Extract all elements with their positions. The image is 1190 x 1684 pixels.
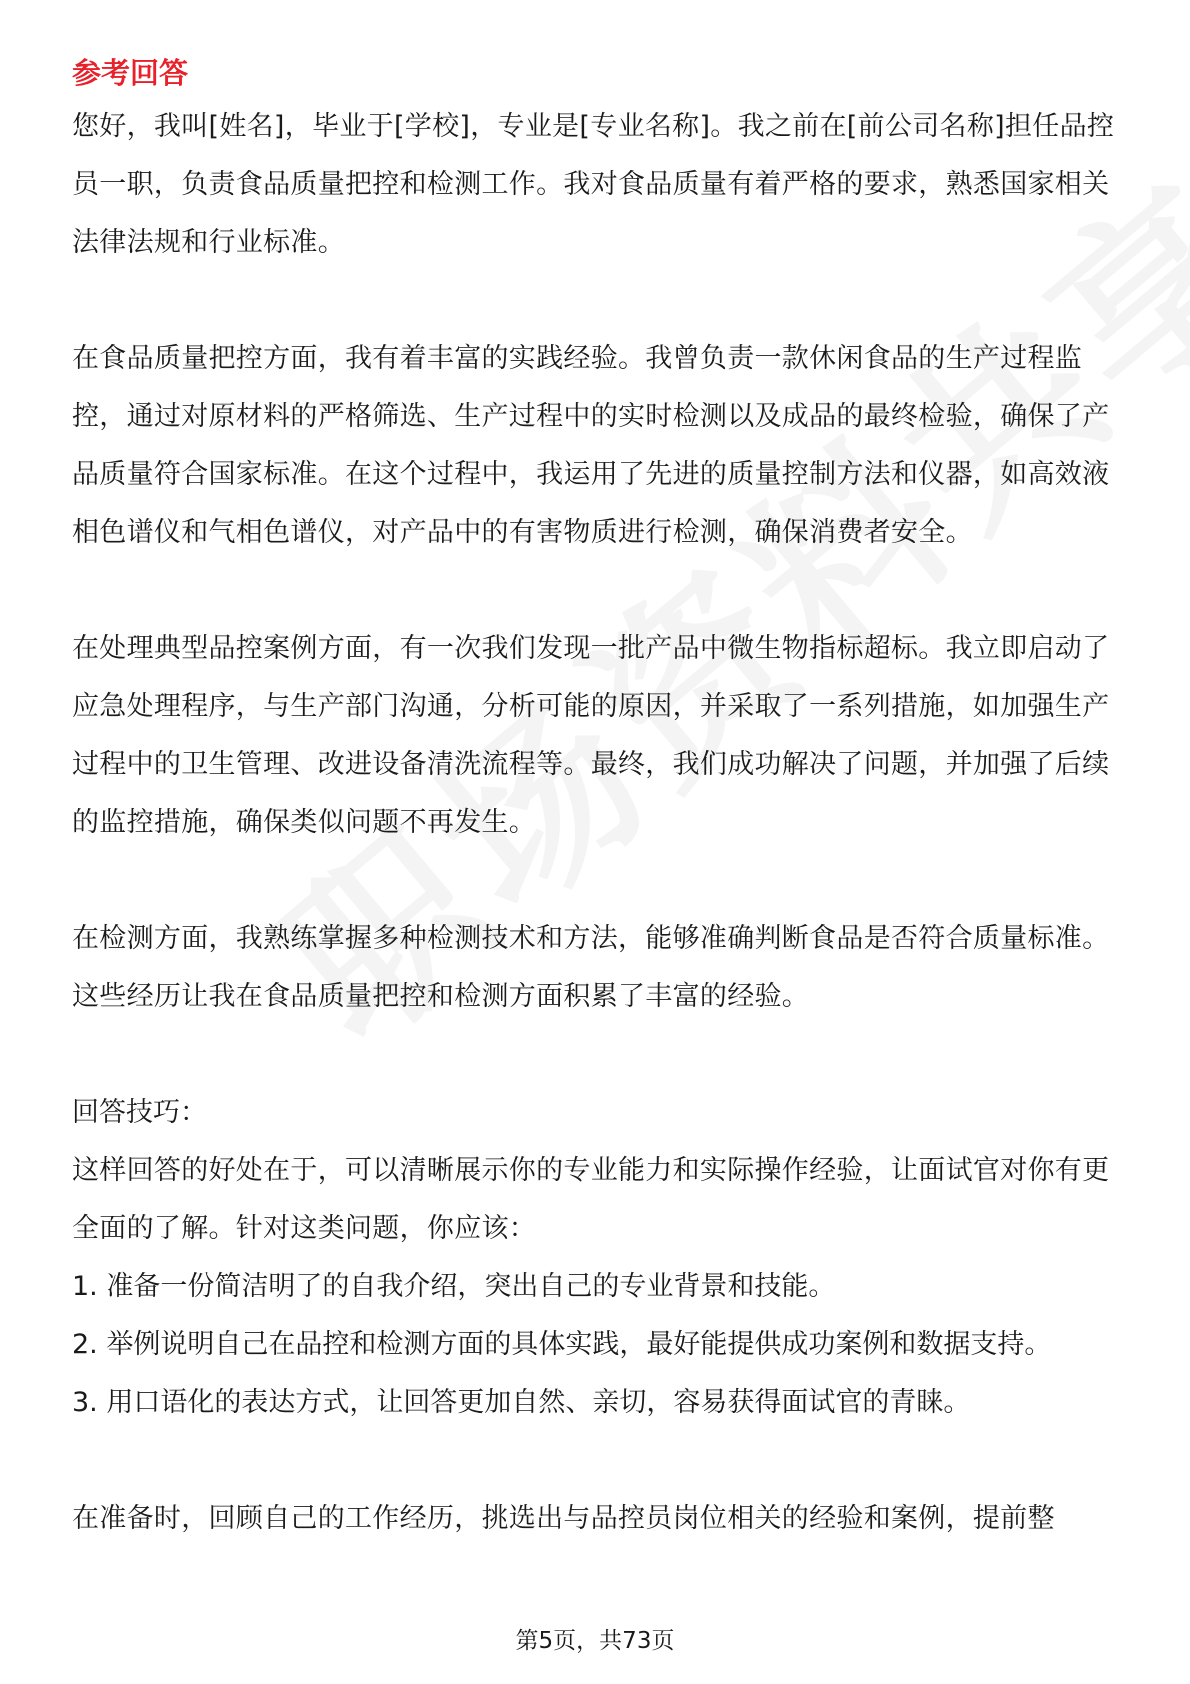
- spacer: [72, 562, 1122, 620]
- paragraph-closing: 在准备时，回顾自己的工作经历，挑选出与品控员岗位相关的经验和案例，提前整: [72, 1503, 1055, 1534]
- page-content: [72, 48, 1122, 1548]
- page-number: 第5页，共73页: [515, 1628, 675, 1654]
- tips-label: 回答技巧：: [72, 1097, 207, 1128]
- paragraph-intro: 您好，我叫[姓名]，毕业于[学校]，专业是[专业名称]。我之前在[前公司名称]担任品控员一职，负责食品质量把控和检测工作。我对食品质量有着严格的要求，熟悉国家相关法律法规和行业标准。: [72, 111, 1115, 258]
- spacer: [72, 1026, 1122, 1084]
- paragraph-testing: 在检测方面，我熟练掌握多种检测技术和方法，能够准确判断食品是否符合质量标准。这些经历让我在食品质量把控和检测方面积累了丰富的经验。: [72, 923, 1110, 1012]
- spacer: [72, 272, 1122, 330]
- spacer: [72, 1432, 1122, 1490]
- spacer: [72, 852, 1122, 910]
- tips-intro: 这样回答的好处在于，可以清晰展示你的专业能力和实际操作经验，让面试官对你有更全面的了解。针对这类问题，你应该：: [72, 1155, 1110, 1244]
- tip-item-3: 3. 用口语化的表达方式，让回答更加自然、亲切，容易获得面试官的青睐。: [72, 1387, 971, 1418]
- tip-item-1: 1. 准备一份简洁明了的自我介绍，突出自己的专业背景和技能。: [72, 1271, 836, 1302]
- tip-item-2: 2. 举例说明自己在品控和检测方面的具体实践，最好能提供成功案例和数据支持。: [72, 1329, 1052, 1360]
- paragraph-quality-control: 在食品质量把控方面，我有着丰富的实践经验。我曾负责一款休闲食品的生产过程监控，通过对原材料的严格筛选、生产过程中的实时检测以及成品的最终检验，确保了产品质量符合国家标准。在这个过程中，我运用了先进的质量控制方法和仪器，如高效液相色谱仪和气相色谱仪，对产品中的有害物质进行检测，确保消费者安全。: [72, 343, 1110, 548]
- paragraph-case: 在处理典型品控案例方面，有一次我们发现一批产品中微生物指标超标。我立即启动了应急处理程序，与生产部门沟通，分析可能的原因，并采取了一系列措施，如加强生产过程中的卫生管理、改进设备清洗流程等。最终，我们成功解决了问题，并加强了后续的监控措施，确保类似问题不再发生。: [72, 633, 1110, 838]
- section-heading: 参考回答: [72, 56, 189, 90]
